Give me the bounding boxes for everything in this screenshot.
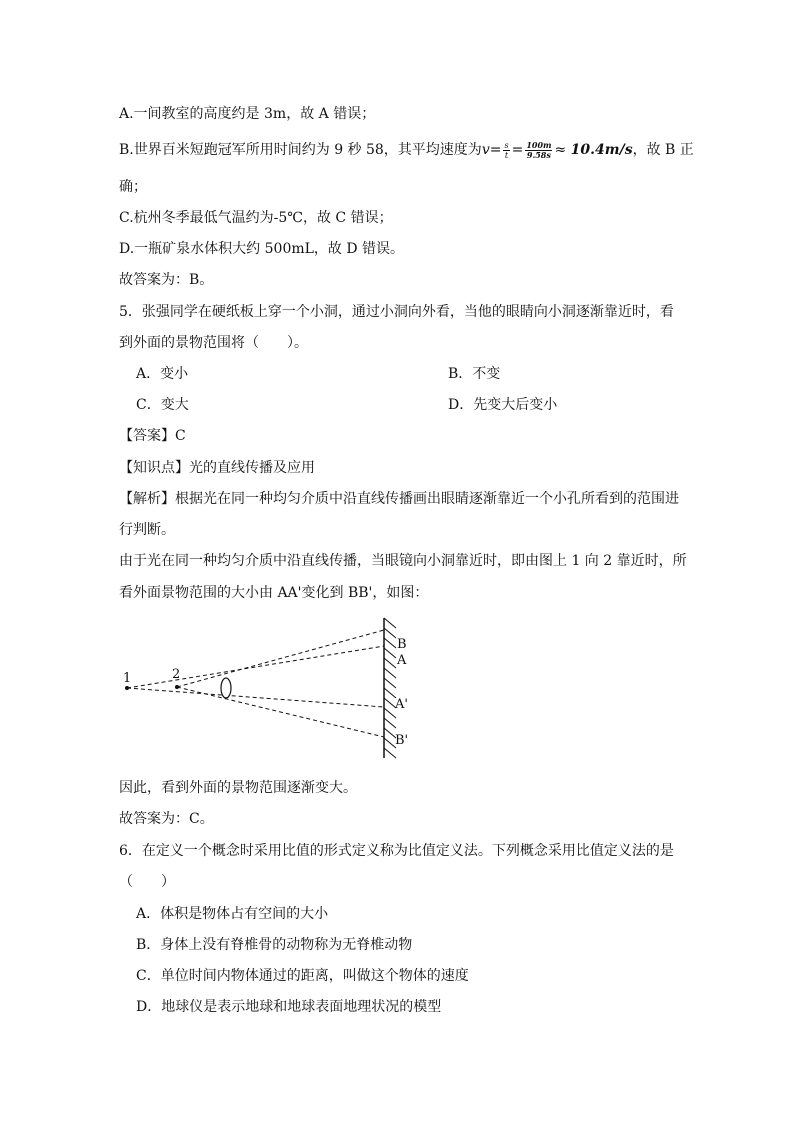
pinhole [221,678,231,698]
text-line-b-post: ，故 B 正 [632,142,694,158]
label-point-1: 1 [123,671,132,686]
formula-v: v [481,142,490,158]
answer-line: 故答案为：B。 [119,272,214,288]
q5-option-b: B．不变 [448,366,501,382]
q6-option-d: D．地球仪是表示地球和地球表面地理状况的模型 [136,999,442,1015]
label-a: A [397,653,407,668]
text-line-b-cont: 确； [119,179,147,195]
text-line-c: C.杭州冬季最低气温约为-5℃，故 C 错误； [119,210,393,226]
formula-t: t [504,150,509,160]
ray-1-a-prime [127,688,384,707]
formula-frac-st [503,141,509,160]
q5-knowledge: 【知识点】光的直线传播及应用 [119,460,315,476]
q6-stem-1: 6．在定义一个概念时采用比值的形式定义称为比值定义法。下列概念采用比值定义法的是 [119,843,674,859]
formula-den: 9.58s [526,149,551,160]
label-a-prime: A' [395,697,408,712]
q5-final: 故答案为：C。 [119,811,214,827]
q5-option-d: D．先变大后变小 [448,397,558,413]
label-b: B [397,637,407,652]
label-b-prime: B' [395,733,409,748]
q6-option-b: B．身体上没有脊椎骨的动物称为无脊椎动物 [136,937,413,953]
text-line-d: D.一瓶矿泉水体积大约 500mL，故 D 错误。 [119,241,405,257]
label-point-2: 2 [172,667,181,682]
formula-eq1: = [489,142,502,158]
text-line-b [119,140,694,160]
formula-num: 100m [526,139,552,150]
q6-option-c: C．单位时间内物体通过的距离，叫做这个物体的速度 [136,968,469,984]
ray-1-a [127,646,384,688]
q5-option-a: A．变小 [136,366,189,382]
formula-eq2: = [511,142,524,158]
q5-option-c: C．变大 [136,397,189,413]
light-rays [127,630,384,737]
q5-stem-2: 到外面的景物范围将（ ）。 [119,335,308,351]
ray-2-b-prime [177,687,384,737]
q5-analysis-3: 由于光在同一种均匀介质中沿直线传播，当眼镜向小洞靠近时，即由图上 1 向 2 靠近时，所 [119,553,687,569]
text-line-b-pre: B.世界百米短跑冠军所用时间约为 9 秒 58，其平均速度为 [119,142,482,158]
text-line-a: A.一间教室的高度约是 3m，故 A 错误； [119,106,376,122]
q6-option-a: A．体积是物体占有空间的大小 [136,906,329,922]
q5-answer: 【答案】C [119,428,186,444]
q5-conclusion: 因此，看到外面的景物范围逐渐变大。 [119,780,357,796]
formula [481,139,633,160]
q5-analysis-2: 行判断。 [119,522,175,538]
ray-2-b [177,630,384,687]
eye-point-1 [125,686,129,690]
formula-frac-values [525,141,552,160]
pinhole-diagram [110,610,420,770]
eye-point-2 [175,685,179,689]
q5-analysis-1: 【解析】根据光在同一种均匀介质中沿直线传播画出眼睛逐渐靠近一个小孔所看到的范围进 [119,491,679,507]
formula-approx: ≈ [554,142,567,158]
q6-stem-2: （ ） [119,874,175,890]
q5-analysis-4: 看外面景物范围的大小由 AA'变化到 BB'，如图： [119,585,429,601]
formula-s: s [504,140,509,150]
q5-stem-1: 5．张强同学在硬纸板上穿一个小洞，通过小洞向外看，当他的眼睛向小洞逐渐靠近时，看 [119,304,674,320]
formula-result: 10.4m/s [570,142,633,158]
